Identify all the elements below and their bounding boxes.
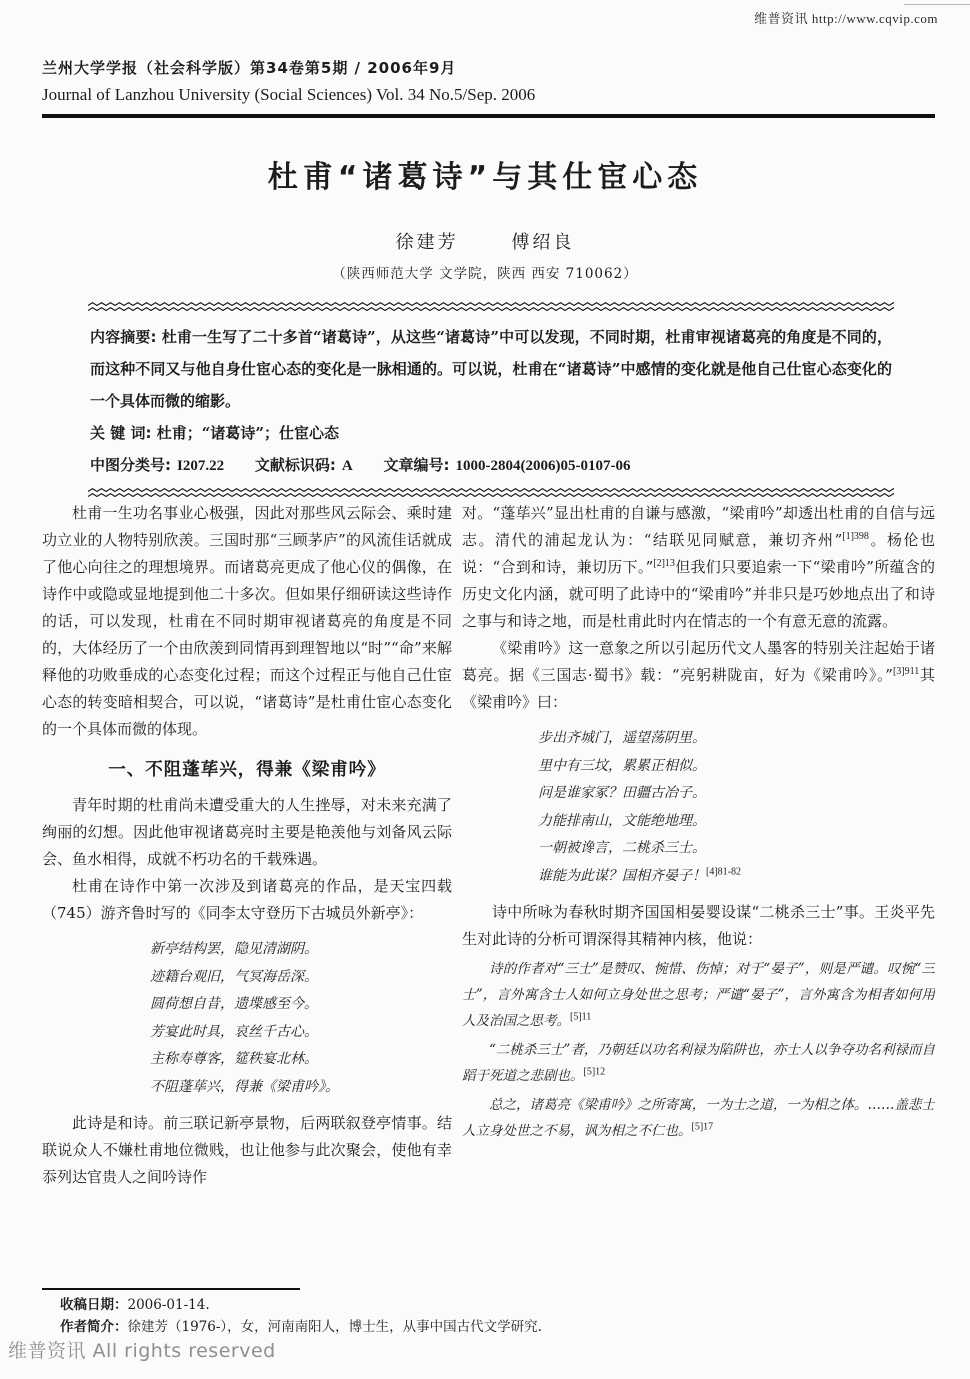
- left-column: [42, 500, 452, 1290]
- journal-title-en: Journal of Lanzhou University (Social Sciences) Vol. 34 No.5/Sep. 2006: [42, 85, 536, 104]
- doc-code-label: 文献标识码:: [254, 456, 336, 474]
- poem-line: 新亭结构罢，隐见清湖阴。: [150, 941, 318, 957]
- author-2: 傅绍良: [511, 232, 575, 253]
- poem-line: 谁能为此谋？国相齐晏子！$^{[4]81-82}$: [538, 865, 741, 884]
- paragraph: 青年时期的杜甫尚未遭受重大的人生挫辱，对未来充满了绚丽的幻想。因此他审视诸葛亮时主要是艳羡他与刘备风云际会、鱼水相得，成就不朽功名的千载殊遇。: [42, 796, 452, 868]
- clc-number: I207.22: [177, 458, 225, 474]
- abstract-label: 内容摘要:: [90, 328, 157, 346]
- article-body: [42, 500, 935, 1290]
- journal-header: [42, 57, 935, 118]
- article-id: 1000-2804(2006)05-0107-06: [455, 458, 631, 474]
- wavy-rule-bottom: [88, 488, 894, 499]
- abstract-text: 杜甫一生写了二十多首“诸葛诗”，从这些“诸葛诗”中可以发现，不同时期，杜甫审视诸葛亮的角度是不同的，而这种不同又与他自身仕宦心态的变化是一脉相通的。可以说，杜甫在“诸葛诗”中感情的变化就是他自己仕宦心态变化的一个具体而微的缩影。: [90, 328, 892, 410]
- bio-text: 徐建芳（1976-），女，河南南阳人，博士生，从事中国古代文学研究.: [127, 1319, 542, 1335]
- header-rule: [42, 114, 935, 118]
- author-affiliation: （陕西师范大学 文学院，陕西 西安 710062）: [332, 266, 638, 282]
- received-label: 收稿日期：: [60, 1297, 128, 1313]
- section-heading-1: 一、不阻蓬荜兴，得兼《梁甫吟》: [108, 760, 386, 780]
- right-column: [462, 500, 935, 1290]
- paragraph: 杜甫在诗作中第一次涉及到诸葛亮的作品，是天宝四载（745）游齐鲁时写的《同李太守登历下古城员外新亭》：: [42, 877, 452, 922]
- poem-line: 圆荷想自昔，遗堞感至今。: [150, 996, 318, 1012]
- cqvip-watermark-top: 维普资讯 http://www.cqvip.com: [754, 11, 938, 26]
- doc-code: A: [341, 458, 353, 474]
- clc-label: 中图分类号:: [90, 456, 171, 474]
- abstract-body: [88, 313, 894, 488]
- received-date: 2006-01-14.: [127, 1297, 210, 1313]
- abstract-box: [88, 302, 894, 499]
- paragraph: 杜甫一生功名事业心极强，因此对那些风云际会、乘时建功立业的人物特别欣羡。三国时那“三顾茅庐”的风流佳话就成了他心向往之的理想境界。而诸葛亮更成了他心仪的偶像，在诗作中或隐或显地提到他二十多次。但如果仔细研读这些诗作的话，可以发现，杜甫在不同时期审视诸葛亮的角度是不同的，大体经历了一个由欣羡到同情再到理智地以“时”“命”来解释他的功败垂成的心态变化过程；而这个过程正与他自己仕宦心态的转变暗相契合，可以说，“诸葛诗”是杜甫仕宦心态变化的一个具体而微的体现。: [42, 504, 452, 738]
- poem-line: 问是谁家冢？田疆古冶子。: [538, 785, 706, 801]
- paragraph: 对。“蓬荜兴”显出杜甫的自谦与感激，“梁甫吟”却透出杜甫的自信与远志。清代的浦起龙认为：“结联见同赋意，兼切齐州”$^{[1]398}$。杨伦也说：“合到和诗，兼切历下。”$^{[2]13}$但我们只要追索一下“梁甫吟”所蕴含的历史文化内涵，就可明了此诗中的“梁甫吟”并非只是巧妙地点出了和诗之事与和诗之地，而是杜甫此时内在情志的一个有意无意的流露。: [462, 504, 935, 630]
- poem-line: 不阻蓬荜兴，得兼《梁甫吟》。: [150, 1078, 339, 1095]
- author-bio-line: [42, 1316, 682, 1338]
- keywords-text: 杜甫；“诸葛诗”；仕宦心态: [156, 424, 339, 442]
- poem-line: 力能排南山，文能绝地理。: [538, 812, 706, 829]
- poem-line: 主称寿尊客，筵秩宴北林。: [150, 1051, 318, 1067]
- block-quote: 总之，诸葛亮《梁甫吟》之所寄寓，一为士之道，一为相之体。……盖悲士人立身处世之不易，讽为相之不仁也。$^{[5]17}$: [462, 1097, 935, 1139]
- poem-line: 里中有三坟，累累正相似。: [538, 757, 706, 774]
- author-names: [0, 228, 970, 254]
- author-1: 徐建芳: [395, 232, 459, 253]
- footnote-rule: [42, 1288, 300, 1290]
- article-id-label: 文章编号:: [383, 456, 450, 474]
- paragraph: 《梁甫吟》这一意象之所以引起历代文人墨客的特别关注起始于诸葛亮。据《三国志·蜀书》载：“亮躬耕陇亩，好为《梁甫吟》。”$^{[3]911}$其《梁甫吟》曰：: [462, 639, 935, 711]
- block-quote: 诗的作者对“三士”是赞叹、惋惜、伤悼；对于“晏子”，则是严谴。叹惋“三士”，言外寓含士人如何立身处世之思考；严谴“晏子”，言外寓含为相者如何用人及治国之思考。$^{[5]11}$: [462, 961, 935, 1029]
- cqvip-watermark-bottom: 维普资讯 All rights reserved: [8, 1340, 276, 1362]
- wavy-rule-top: [88, 302, 894, 313]
- keywords-line: [90, 417, 892, 449]
- poem-line: 一朝被谗言，二桃杀三士。: [538, 840, 706, 856]
- poem-xinting: [150, 936, 452, 1101]
- paragraph: 诗中所咏为春秋时期齐国国相晏婴设谋“二桃杀三士”事。王炎平先生对此诗的分析可谓深得其精神内核，他说：: [462, 903, 935, 948]
- poem-line: 迹籍台观旧，气冥海岳深。: [150, 968, 318, 985]
- classification-line: [90, 449, 892, 482]
- poem-line: 步出齐城门，遥望荡阴里。: [538, 730, 706, 746]
- paragraph: 此诗是和诗。前三联记新亭景物，后两联叙登亭情事。结联说众人不嫌杜甫地位微贱，也让他参与此次聚会，使他有幸忝列达官贵人之间吟诗作: [42, 1114, 452, 1186]
- journal-title-cn: 兰州大学学报（社会科学版）第34卷第5期 / 2006年9月: [42, 59, 457, 77]
- footnote-block: [42, 1288, 682, 1338]
- poem-liangfuyin: [538, 725, 935, 890]
- bio-label: 作者简介：: [60, 1319, 128, 1335]
- received-date-line: [42, 1294, 682, 1316]
- scan-corner-line: [904, 4, 970, 5]
- abstract-paragraph: [90, 321, 892, 417]
- article-title: 杜甫“诸葛诗”与其仕宦心态: [267, 160, 703, 195]
- keywords-label: 关 键 词:: [90, 424, 152, 442]
- poem-line: 芳宴此时具，哀丝千古心。: [150, 1023, 318, 1040]
- block-quote: “二桃杀三士”者，乃朝廷以功名利禄为陷阱也，亦士人以争夺功名利禄而自蹈于死道之悲剧也。$^{[5]12}$: [462, 1042, 935, 1084]
